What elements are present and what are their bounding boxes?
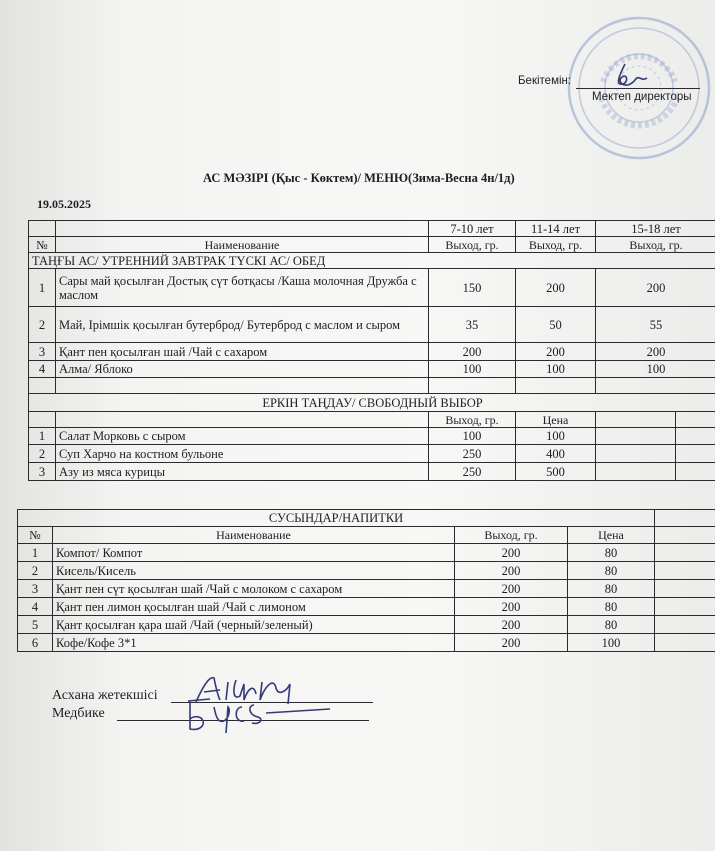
drinks-num-header: № [18,527,53,544]
director-signature-icon [605,58,653,94]
table-row: 4 Қант пен лимон қосылған шай /Чай с лимоном 200 80 [18,598,715,616]
table-row: 1 Салат Морковь с сыром 100 100 [29,428,715,445]
table-row: 3 Қант пен сүт қосылған шай /Чай с молоком с сахаром 200 80 [18,580,715,598]
drink-name: Компот/ Компот [53,544,455,562]
drinks-title: СУСЫНДАР/НАПИТКИ [18,510,655,527]
page-title: АС МӘЗІРІ (Қыс - Көктем)/ МЕНЮ(Зима-Весна 4н/1д) [203,171,515,185]
nurse-signature-icon [180,695,340,737]
free-choice-yield-header: Выход, гр. [429,412,516,428]
dish-name: Май, Ірімшік қосылған бутерброд/ Бутерброд с маслом и сыром [56,307,429,343]
drinks-name-header: Наименование [53,527,455,544]
menu-date: 19.05.2025 [37,197,91,211]
meal-section-label: ТАҢҒЫ АС/ УТРЕННИЙ ЗАВТРАК ТҮСКІ АС/ ОБЕД [29,253,715,269]
yield-header-11-14: Выход, гр. [516,237,596,253]
chef-label: Асхана жетекшісі [52,688,158,703]
num-header: № [29,237,56,253]
dish-name: Суп Харчо на костном бульоне [56,445,429,463]
free-choice-price-header: Цена [516,412,596,428]
table-row: 3 Қант пен қосылған шай /Чай с сахаром 200 200 200 [29,343,715,361]
table-row: 4 Алма/ Яблоко 100 100 100 [29,361,715,378]
dish-name: Қант пен қосылған шай /Чай с сахаром [56,343,429,361]
approval-label: Бекітемін: [518,75,572,87]
table-row: 2 Май, Ірімшік қосылған бутерброд/ Бутерброд с маслом и сыром 35 50 55 [29,307,715,343]
table-row: 1 Компот/ Компот 200 80 [18,544,715,562]
name-header: Наименование [56,237,429,253]
table-row: 2 Суп Харчо на костном бульоне 250 400 [29,445,715,463]
age-group-11-14: 11-14 лет [516,221,596,237]
table-row: 2 Кисель/Кисель 200 80 [18,562,715,580]
drink-name: Қант пен лимон қосылған шай /Чай с лимоном [53,598,455,616]
drink-name: Кофе/Кофе 3*1 [53,634,455,652]
drinks-price-header: Цена [568,527,655,544]
drinks-table [17,509,715,652]
dish-name: Салат Морковь с сыром [56,428,429,445]
drinks-yield-header: Выход, гр. [455,527,568,544]
age-group-7-10: 7-10 лет [429,221,516,237]
approval-position: Мектеп директоры [592,91,692,103]
table-row: 5 Қант қосылған қара шай /Чай (черный/зеленый) 200 80 [18,616,715,634]
table-row: 3 Азу из мяса курицы 250 500 [29,463,715,481]
table-row: 6 Кофе/Кофе 3*1 200 100 [18,634,715,652]
dish-name: Азу из мяса курицы [56,463,429,481]
yield-header-15-18: Выход, гр. [596,237,715,253]
age-group-15-18: 15-18 лет [596,221,715,237]
nurse-label: Медбике [52,706,105,721]
dish-name: Сары май қосылған Достық сүт ботқасы /Каша молочная Дружба с маслом [56,269,429,307]
yield-header-7-10: Выход, гр. [429,237,516,253]
dish-name: Алма/ Яблоко [56,361,429,378]
table-row-empty [29,378,715,394]
table-row: 1 Сары май қосылған Достық сүт ботқасы /Каша молочная Дружба с маслом 150 200 200 [29,269,715,307]
menu-table [28,220,715,481]
drink-name: Қант қосылған қара шай /Чай (черный/зеленый) [53,616,455,634]
drink-name: Қант пен сүт қосылған шай /Чай с молоком с сахаром [53,580,455,598]
drink-name: Кисель/Кисель [53,562,455,580]
free-choice-title: ЕРКІН ТАҢДАУ/ СВОБОДНЫЙ ВЫБОР [29,394,715,412]
